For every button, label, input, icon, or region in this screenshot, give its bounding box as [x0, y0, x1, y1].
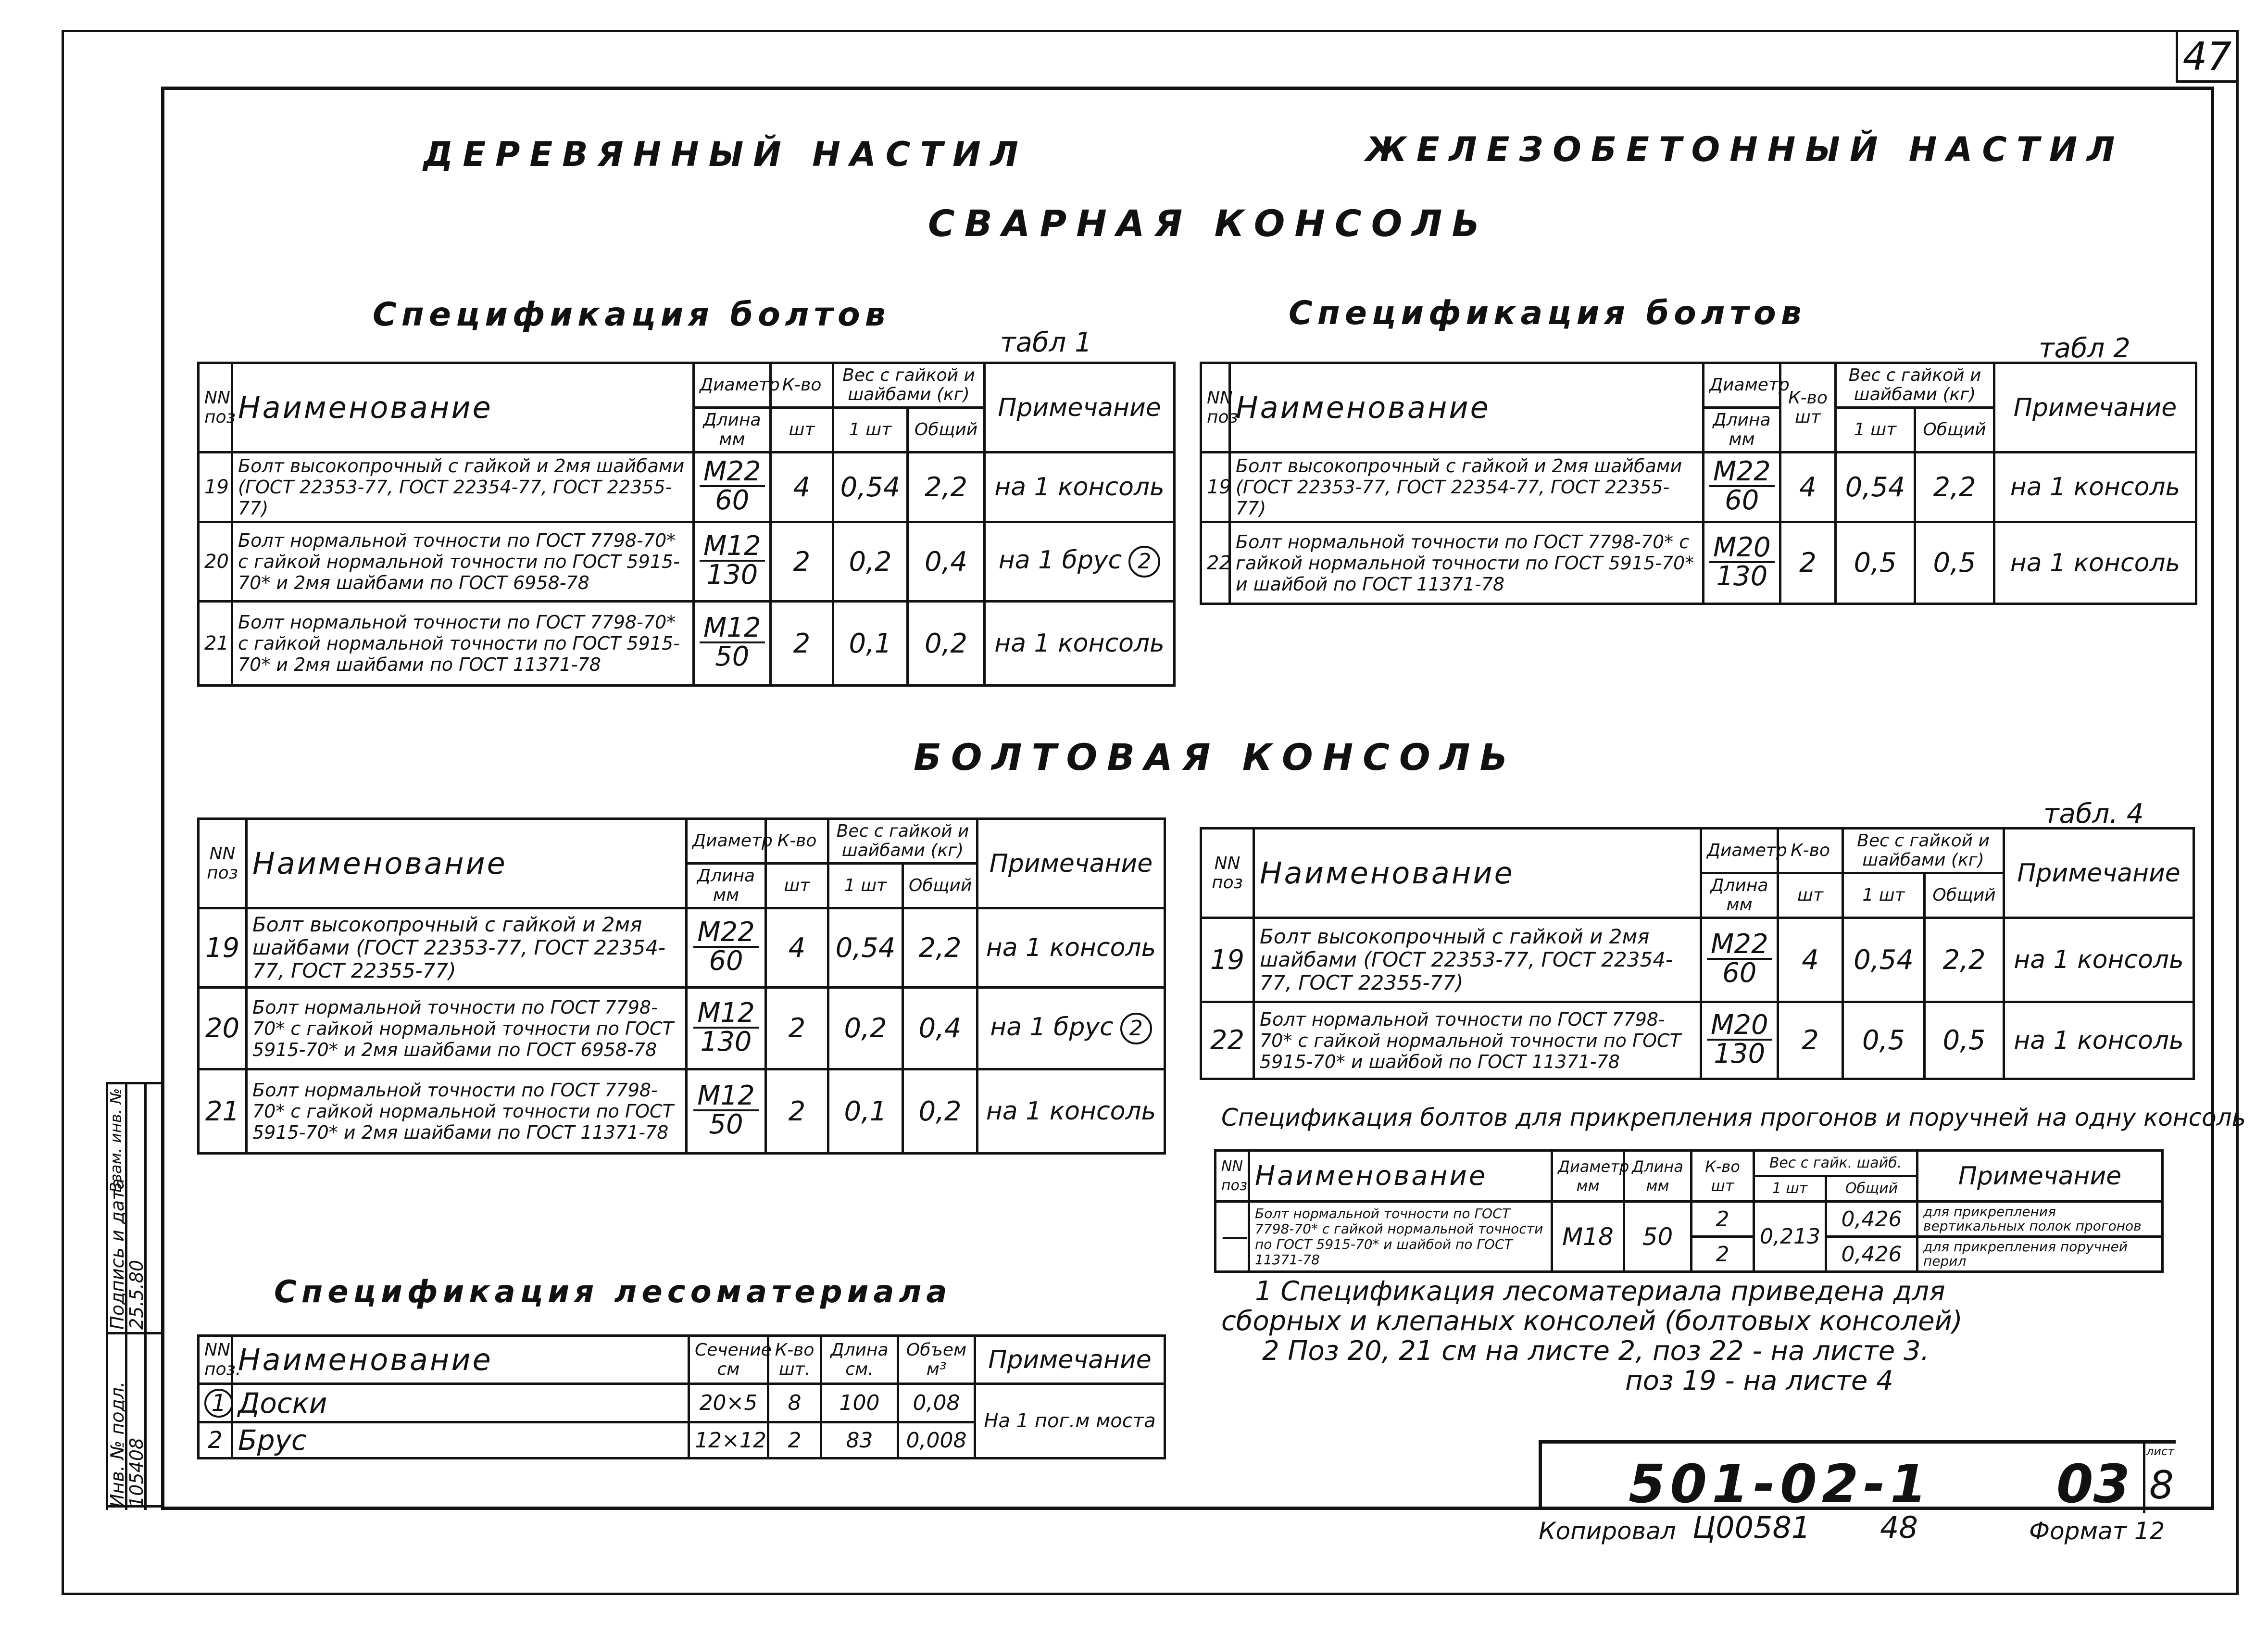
t1-h-nn: NN поз [199, 363, 232, 452]
table-row: 19 Болт высокопрочный с гайкой и 2мя шайбами (ГОСТ 22353-77, ГОСТ 22354-77, ГОСТ 22355-77) $\frac{М22}{60}$ 4 0,54 2,2 на 1 консоль [1201, 918, 2194, 1002]
t4-h-weight: Вес с гайкой и шайбами (кг) [1843, 829, 2004, 873]
t3-h-weight: Вес с гайкой и шайбами (кг) [828, 819, 977, 864]
t3-h-unit: шт [766, 864, 828, 908]
t2-h-len: Длина мм [1704, 408, 1780, 452]
t5-h-len: Длина мм [1624, 1151, 1692, 1202]
t2-h-weight: Вес с гайкой и шайбами (кг) [1836, 363, 1994, 408]
table-row: 20 Болт нормальной точности по ГОСТ 7798-70* с гайкой нормальной точности по ГОСТ 5915-70* и 2мя шайбами по ГОСТ 6958-78 $\frac{М12}{130}$ 2 0,2 0,4 на 1 брус 2 [199, 522, 1175, 602]
t2-h-qty: К-во шт [1780, 363, 1836, 452]
t4-h-qty: К-во [1778, 829, 1843, 873]
sheet-number: 47 [2176, 30, 2239, 83]
note-2-cont: поз 19 - на листе 4 [1625, 1365, 1893, 1396]
table4-label: табл. 4 [2043, 798, 2144, 830]
table-row: 19 Болт высокопрочный с гайкой и 2мя шайбами (ГОСТ 22353-77, ГОСТ 22354-77, ГОСТ 22355-77) $\frac{М22}{60}$ 4 0,54 2,2 на 1 консоль [1201, 452, 2196, 522]
sign-label: Подпись и дата [107, 1178, 128, 1330]
table-row: 21 Болт нормальной точности по ГОСТ 7798-70* с гайкой нормальной точности по ГОСТ 5915-70* и 2мя шайбами по ГОСТ 11371-78 $\frac{М12}{50}$ 2 0,1 0,2 на 1 консоль [199, 602, 1175, 686]
t2-h-wt: Общий [1915, 408, 1994, 452]
t1-h-diam: Диаметр [694, 363, 771, 408]
table-row: — Болт нормальной точности по ГОСТ 7798-70* с гайкой нормальной точности по ГОСТ 5915-70* и шайбой по ГОСТ 11371-78 М18 50 2 0,213 0,426 для прикрепления вертикальных полок прогонов [1215, 1202, 2163, 1237]
t5-h-w1: 1 шт [1754, 1176, 1826, 1202]
t4-h-nn: NN поз [1201, 829, 1254, 918]
t3-h-wt: Общий [903, 864, 977, 908]
replace-label: Взам. инв. № [107, 1088, 125, 1193]
table1-label: табл 1 [1000, 327, 1092, 358]
table2-label: табл 2 [2039, 333, 2130, 364]
table5 [1214, 1149, 2164, 1273]
table3 [197, 817, 1166, 1155]
t5-h-note: Примечание [1917, 1151, 2163, 1202]
inv-label: Инв. № подл. [107, 1381, 128, 1508]
document-code: 501-02-1 [1629, 1453, 1932, 1515]
t3-h-w1: 1 шт [828, 864, 903, 908]
table-row: 2 Брус 12×12 2 83 0,008 [199, 1422, 1165, 1458]
table-row: 20 Болт нормальной точности по ГОСТ 7798-70* с гайкой нормальной точности по ГОСТ 5915-70* и 2мя шайбами по ГОСТ 6958-78 $\frac{М12}{130}$ 2 0,2 0,4 на 1 брус 2 [199, 988, 1165, 1069]
t6-h-name: Наименование [232, 1336, 689, 1384]
table1-title: Спецификация болтов [373, 296, 890, 334]
table-row: 22 Болт нормальной точности по ГОСТ 7798-70* с гайкой нормальной точности по ГОСТ 5915-70* и шайбой по ГОСТ 11371-78 $\frac{М20}{130}$ 2 0,5 0,5 на 1 консоль [1201, 522, 2196, 604]
t4-h-w1: 1 шт [1843, 873, 1925, 918]
t1-h-unit: шт [771, 408, 833, 452]
t4-h-len: Длина мм [1701, 873, 1778, 918]
circled-mark: 2 [1128, 546, 1160, 578]
t2-h-diam: Диаметр [1704, 363, 1780, 408]
t5-h-diam: Диаметр мм [1552, 1151, 1624, 1202]
table-row: 1 Доски 20×5 8 100 0,08 На 1 пог.м моста [199, 1384, 1165, 1422]
sheet-no: 8 [2149, 1463, 2174, 1508]
t3-h-nn: NN поз [199, 819, 247, 908]
t2-h-note: Примечание [1994, 363, 2196, 452]
title-block [1539, 1440, 2176, 1515]
sheet-label: лист [2146, 1445, 2175, 1458]
table2-title: Спецификация болтов [1289, 294, 1806, 332]
t5-h-wt: Общий [1826, 1176, 1917, 1202]
table-row: 2 0,426 для прикрепления поручней перил [1215, 1237, 2163, 1272]
t1-h-wt: Общий [908, 408, 985, 452]
table-row: 22 Болт нормальной точности по ГОСТ 7798-70* с гайкой нормальной точности по ГОСТ 5915-70* и шайбой по ГОСТ 11371-78 $\frac{М20}{130}$ 2 0,5 0,5 на 1 консоль [1201, 1002, 2194, 1079]
heading-concrete-deck: ЖЕЛЕЗОБЕТОННЫЙ НАСТИЛ [1366, 130, 2125, 169]
t5-h-name: Наименование [1249, 1151, 1552, 1202]
date-value: 25.5.80 [126, 1259, 147, 1330]
t5-h-weight: Вес с гайк. шайб. [1754, 1151, 1917, 1176]
note-1-cont: сборных и клепаных консолей (болтовых консолей) [1221, 1306, 1963, 1337]
approval-strip [106, 1082, 161, 1510]
t5-h-nn: NN поз. [1215, 1151, 1249, 1202]
t3-h-qty: К-во [766, 819, 828, 864]
t1-h-name: Наименование [232, 363, 694, 452]
table2 [1200, 362, 2197, 605]
t2-h-w1: 1 шт [1836, 408, 1915, 452]
t5-h-qty: К-во шт [1692, 1151, 1754, 1202]
table5-title: Спецификация болтов для прикрепления прогонов и поручней на одну консоль [1221, 1104, 2246, 1131]
t3-h-note: Примечание [977, 819, 1165, 908]
t6-h-nn: NN поз. [199, 1336, 232, 1384]
copied-number: 48 [1880, 1510, 1918, 1545]
t6-h-qty: К-во шт. [768, 1336, 821, 1384]
table6 [197, 1334, 1166, 1459]
t6-h-section: Сечение см [689, 1336, 768, 1384]
t4-h-wt: Общий [1925, 873, 2004, 918]
table-row: 19 Болт высокопрочный с гайкой и 2мя шайбами (ГОСТ 22353-77, ГОСТ 22354-77, ГОСТ 22355-77) $\frac{М22}{60}$ 4 0,54 2,2 на 1 консоль [199, 908, 1165, 988]
t4-h-unit: шт [1778, 873, 1843, 918]
t3-h-diam: Диаметр [687, 819, 766, 864]
table-row: 21 Болт нормальной точности по ГОСТ 7798-70* с гайкой нормальной точности по ГОСТ 5915-70* и 2мя шайбами по ГОСТ 11371-78 $\frac{М12}{50}$ 2 0,1 0,2 на 1 консоль [199, 1069, 1165, 1154]
t1-h-note: Примечание [985, 363, 1175, 452]
t3-h-len: Длина мм [687, 864, 766, 908]
t1-h-len: Длина мм [694, 408, 771, 452]
t6-h-note: Примечание [975, 1336, 1165, 1384]
t4-h-diam: Диаметр [1701, 829, 1778, 873]
copied-value: Ц00581 [1692, 1510, 1811, 1545]
table-row: 19 Болт высокопрочный с гайкой и 2мя шайбами (ГОСТ 22353-77, ГОСТ 22354-77, ГОСТ 22355-77) $\frac{М22}{60}$ 4 0,54 2,2 на 1 консоль [199, 452, 1175, 522]
sheet-cell [2143, 1444, 2179, 1513]
t6-h-vol: Объем м³ [898, 1336, 975, 1384]
t6-h-len: Длина см. [821, 1336, 898, 1384]
table4 [1200, 827, 2195, 1080]
t2-h-name: Наименование [1230, 363, 1704, 452]
table6-title: Спецификация лесоматериала [274, 1274, 952, 1310]
t1-h-qty: К-во [771, 363, 833, 408]
sheet-code: 03 [2056, 1453, 2130, 1515]
format-label: Формат 12 [2029, 1517, 2165, 1545]
t1-h-weight: Вес с гайкой и шайбами (кг) [833, 363, 985, 408]
note-2: 2 Поз 20, 21 см на листе 2, поз 22 - на листе 3. [1262, 1335, 1930, 1367]
t4-h-note: Примечание [2004, 829, 2194, 918]
table1 [197, 362, 1176, 687]
t3-h-name: Наименование [247, 819, 687, 908]
t2-h-nn: NN поз [1201, 363, 1230, 452]
inv-value: 105408 [126, 1437, 147, 1508]
note-1: 1 Спецификация лесоматериала приведена для [1255, 1276, 1945, 1307]
circled-mark: 2 [1120, 1013, 1152, 1044]
t1-h-w1: 1 шт [833, 408, 908, 452]
copied-label: Копировал [1539, 1517, 1676, 1545]
heading-wood-deck: ДЕРЕВЯННЫЙ НАСТИЛ [423, 135, 1028, 174]
t4-h-name: Наименование [1254, 829, 1701, 918]
heading-bolted-console: БОЛТОВАЯ КОНСОЛЬ [914, 736, 1517, 779]
heading-welded-console: СВАРНАЯ КОНСОЛЬ [928, 202, 1490, 245]
